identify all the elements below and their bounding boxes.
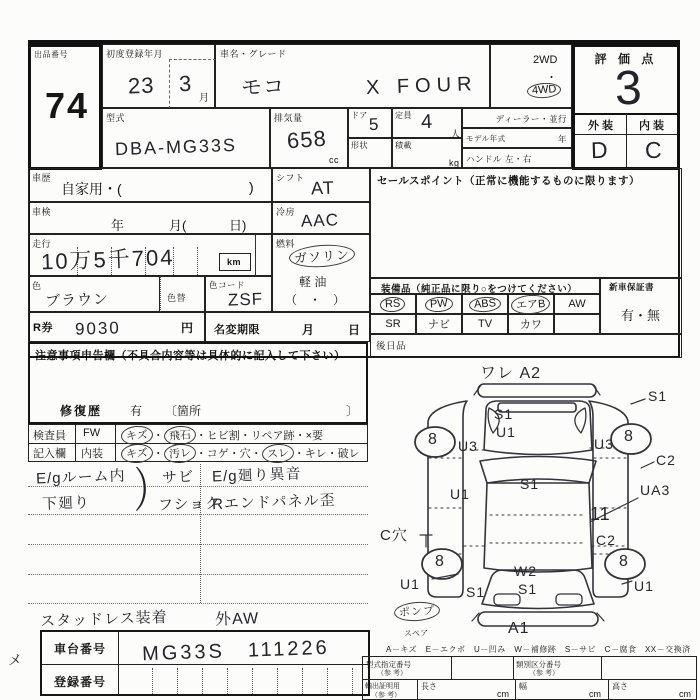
length-label: 長さ — [421, 682, 437, 691]
year-unit: 年 — [557, 134, 567, 144]
equip-label: 装備品（純正品に限り○をつけてください） — [381, 284, 578, 295]
inspector-col-label-2: 記入欄 — [33, 448, 66, 460]
capacity-label: 定員 — [395, 111, 412, 120]
diagram-a1-bumper: A1 — [508, 620, 530, 637]
colorcode-cell — [205, 276, 272, 312]
kg-unit: kg — [449, 158, 460, 168]
load-label: 積載 — [395, 141, 412, 150]
capacity-value: 4 — [420, 110, 434, 134]
interior-grade: C — [644, 136, 664, 164]
colorcode-label: 色コード — [209, 280, 246, 290]
equip-leather: カワ — [520, 319, 542, 331]
fuel-gasoline-circled: ガソリン — [288, 243, 355, 270]
history-label: 車歴 — [32, 173, 52, 183]
vin-value: MG33S 111226 — [141, 636, 330, 666]
shaken-month: 月( — [169, 218, 187, 233]
shaken-year: 年 — [111, 218, 125, 233]
mileage-cell — [28, 234, 272, 276]
laterparts-label: 後日品 — [376, 341, 407, 352]
diagram-eleven-mark: 11 — [590, 504, 611, 524]
memo-brace: ） — [134, 464, 169, 518]
firstreg-label: 初度登録年月 — [106, 49, 164, 59]
class-number-label: 類別区分番号 — [516, 660, 561, 669]
aftermarket-aw-note: 外AW — [214, 610, 260, 629]
repair-open: 〔箇所 — [165, 404, 202, 418]
month-suffix: 月 — [199, 93, 209, 104]
wheel-rear-right-8: 8 — [619, 553, 629, 570]
equip-pw: PW — [425, 296, 454, 313]
diagram-ua3: UA3 — [640, 482, 671, 498]
firstreg-cell — [102, 44, 215, 108]
diagram-spare-label: スペア — [404, 629, 428, 638]
diagram-u3-right: U3 — [594, 436, 614, 452]
inspector-table — [28, 424, 368, 462]
color-label: 色 — [32, 281, 42, 291]
type-number-ref: （参 考） — [377, 670, 407, 677]
model-cell — [102, 108, 270, 168]
firstreg-year: 23 — [127, 72, 155, 99]
load-cell — [392, 138, 462, 168]
diagram-hood-s1: S1 — [494, 406, 514, 422]
vin-label: 車台番号 — [54, 642, 107, 656]
equip-rs: RS — [380, 296, 406, 313]
colorcode-value: ZSF — [227, 289, 264, 310]
salespoint-box — [370, 168, 682, 278]
equip-airb: エアB — [511, 293, 552, 315]
fuel-label: 燃料 — [276, 239, 296, 249]
width-cm: cm — [589, 689, 601, 699]
type-number-label: 型式指定番号 — [366, 660, 411, 669]
equip-grid — [370, 294, 600, 334]
shift-label: シフト — [276, 173, 305, 183]
color-cell — [28, 276, 160, 312]
firstreg-month: 3 — [178, 70, 193, 97]
equip-aw: AW — [568, 298, 586, 310]
diagram-pump-circled: ポンプ — [393, 600, 440, 622]
history-paren: ) — [249, 179, 254, 195]
diagram-u1-rear-left: U1 — [400, 576, 420, 592]
displacement-cell — [270, 108, 348, 168]
height-label: 高さ — [612, 682, 628, 691]
diagram-roof-s1: S1 — [520, 476, 540, 492]
diagram-c2-rear-right: C2 — [596, 532, 616, 548]
car-grade: X FOUR — [365, 73, 478, 99]
memo-corrosion: フショク — [157, 494, 222, 515]
class-number-ref: （参 考） — [529, 670, 559, 677]
person-unit: 人 — [451, 129, 461, 139]
inspector-col-label-1: 検査員 — [33, 430, 66, 442]
modelyear-cell — [462, 128, 572, 148]
shift-value: AT — [310, 177, 335, 199]
int-item-sure: スレ — [261, 443, 294, 464]
length-cm: cm — [497, 689, 509, 699]
repair-yes: 有 — [130, 404, 143, 418]
door-cell — [348, 108, 392, 138]
memo-rust: サビ — [161, 468, 195, 487]
rticket-value: 9030 — [74, 318, 122, 339]
fw-item-xyou: ×要 — [305, 430, 323, 442]
shaken-day: 日) — [229, 218, 247, 233]
ac-cell — [272, 202, 370, 234]
namechange-label: 名変期限 — [214, 324, 260, 336]
notice-box — [28, 342, 368, 424]
diagram-u1-rear-right: U1 — [634, 578, 654, 594]
fuel-diesel: 軽 油 — [299, 275, 327, 289]
warranty-label: 新車保証書 — [609, 282, 655, 292]
warranty-cell — [600, 278, 682, 334]
inspector-interior-items: キズ ・ 汚レ ・コゲ・穴・ スレ ・キレ・破レ — [121, 444, 360, 463]
displacement-label: 排気量 — [274, 113, 303, 123]
diagram-w2-hatch: W2 — [514, 563, 537, 579]
diagram-u3-left: U3 — [458, 438, 478, 454]
diagram-s1-left-quarter: S1 — [466, 584, 486, 600]
reg-label: 登録番号 — [54, 675, 107, 689]
inspector-fw-items: キズ ・ 飛石 ・ヒビ割・リペア跡・×要 — [121, 426, 323, 445]
exterior-grade: D — [590, 136, 610, 164]
equip-navi: ナビ — [428, 319, 450, 331]
mileage-value: 10万5千704 — [40, 244, 175, 275]
equip-abs: ABS — [469, 295, 502, 312]
equip-tv: TV — [477, 318, 493, 330]
interior-label: 内 装 — [638, 120, 665, 132]
handle-cell — [462, 148, 572, 168]
laterparts-box — [370, 334, 682, 358]
repair-close: 〕 — [346, 404, 359, 418]
inspector-fw-label: FW — [83, 427, 101, 439]
recolor-label: 色替 — [167, 293, 187, 303]
score-value: 3 — [614, 61, 644, 116]
recolor-cell — [160, 276, 205, 312]
equip-sr: SR — [385, 318, 401, 330]
diagram-hood-u1: U1 — [496, 424, 516, 440]
warranty-value: 有・無 — [621, 308, 661, 323]
drive-4wd-circled: 4WD — [527, 82, 562, 99]
drive-2wd: 2WD — [533, 54, 558, 66]
carname-cell — [215, 44, 490, 108]
modelyear-label: モデル年式 — [466, 134, 506, 143]
car-name: モコ — [240, 75, 286, 100]
int-item-koge: コゲ — [206, 448, 229, 460]
export-label: 輸出証明用 — [365, 683, 400, 690]
int-item-kizu: キズ — [120, 443, 153, 464]
mileage-label: 走行 — [32, 239, 52, 249]
rticket-label: R券 — [33, 322, 53, 334]
equip-header — [370, 278, 600, 294]
memo-engine-noise: E/g廻り異音 — [211, 465, 302, 486]
ac-value: AAC — [300, 210, 340, 231]
wheel-rear-left-8: 8 — [435, 553, 445, 570]
fw-item-hiseki: 飛石 — [163, 425, 196, 446]
rticket-cell — [28, 312, 205, 342]
history-value: 自家用・( — [61, 181, 122, 197]
fw-item-repair: リペア跡 — [250, 430, 295, 442]
cc-unit: cc — [329, 155, 339, 165]
damage-legend: A－キズ E－エクボ U－凹み W－補修跡 S－サビ C－腐食 XX－交換済 — [386, 645, 691, 654]
history-cell — [28, 168, 272, 202]
yen-unit: 円 — [181, 321, 194, 335]
ac-label: 冷房 — [276, 207, 296, 217]
fw-item-hibiware: ヒビ割 — [206, 430, 240, 442]
shaken-cell — [28, 202, 272, 234]
exterior-label: 外 装 — [587, 120, 614, 132]
repair-label: 修復歴 — [60, 404, 103, 418]
notice-label: 注意事項申告欄（不具合内容等は具体的に記入して下さい） — [35, 350, 346, 362]
model-label: 型式 — [106, 113, 126, 123]
memo-rear-end-panel: Rエンドパネル歪 — [211, 491, 336, 514]
diagram-door-u1-left: U1 — [450, 486, 470, 502]
fuel-cell — [272, 234, 370, 312]
x-mark: メ — [8, 652, 23, 668]
carname-label: 車名・グレード — [220, 49, 287, 59]
lot-box — [28, 44, 102, 170]
fuel-paren: （ ・ ） — [285, 293, 346, 307]
int-item-yogore: 汚レ — [163, 443, 196, 464]
km-unit: km — [227, 257, 242, 267]
lot-number: 74 — [45, 85, 90, 126]
diagram-crack-note: ワレ A2 — [480, 365, 542, 382]
shape-cell — [348, 138, 392, 168]
int-item-kire: キレ — [304, 448, 327, 460]
inspector-interior-label: 内装 — [81, 448, 103, 460]
displacement-value: 658 — [286, 125, 328, 154]
lot-label: 出品番号 — [34, 50, 68, 59]
ref-table — [362, 656, 697, 700]
vin-table — [40, 630, 370, 696]
export-ref: （参 考） — [371, 692, 401, 699]
model-code: DBA-MG33S — [114, 134, 238, 160]
handle-label: ハンドル 左・右 — [466, 154, 532, 164]
score-label: 評 価 点 — [594, 52, 658, 66]
memo-engineroom: E/gルーム内 — [35, 467, 126, 488]
memo-underbody: 下廻り — [41, 494, 91, 513]
int-item-ana: 穴 — [239, 448, 251, 460]
door-label: ドア — [351, 111, 368, 120]
drive-dot: ・ — [546, 72, 557, 84]
door-count: 5 — [368, 114, 380, 135]
damage-diagram — [368, 358, 690, 645]
dealer-label: ディーラー・並行 — [495, 114, 567, 124]
score-box — [572, 44, 680, 170]
salespoint-label: セールスポイント（正常に機能するものに限ります） — [377, 175, 641, 187]
diagram-c-hole: C穴 — [380, 527, 408, 544]
capacity-cell — [392, 108, 462, 138]
drive-cell — [490, 44, 572, 108]
wheel-front-right-8: 8 — [624, 428, 634, 445]
color-value: ブラウン — [44, 290, 110, 311]
diagram-s1-hatch: S1 — [518, 581, 538, 597]
diagram-c2-front-right: C2 — [656, 452, 676, 468]
studless-note: スタッドレス装着 — [39, 608, 168, 631]
int-item-yabure: 破レ — [337, 448, 360, 460]
wheel-front-left-8: 8 — [428, 431, 438, 448]
shape-label: 形状 — [351, 141, 368, 150]
shaken-label: 車検 — [32, 207, 52, 217]
height-cm: cm — [679, 689, 691, 699]
namechange-day: 日 — [348, 323, 361, 337]
diagram-s1-front-right: S1 — [648, 388, 668, 404]
shift-cell — [272, 168, 370, 202]
namechange-month: 月 — [302, 323, 315, 337]
dealer-cell — [462, 108, 572, 128]
width-label: 幅 — [519, 682, 527, 691]
namechange-cell — [205, 312, 370, 342]
fw-item-kizu: キズ — [120, 425, 153, 446]
